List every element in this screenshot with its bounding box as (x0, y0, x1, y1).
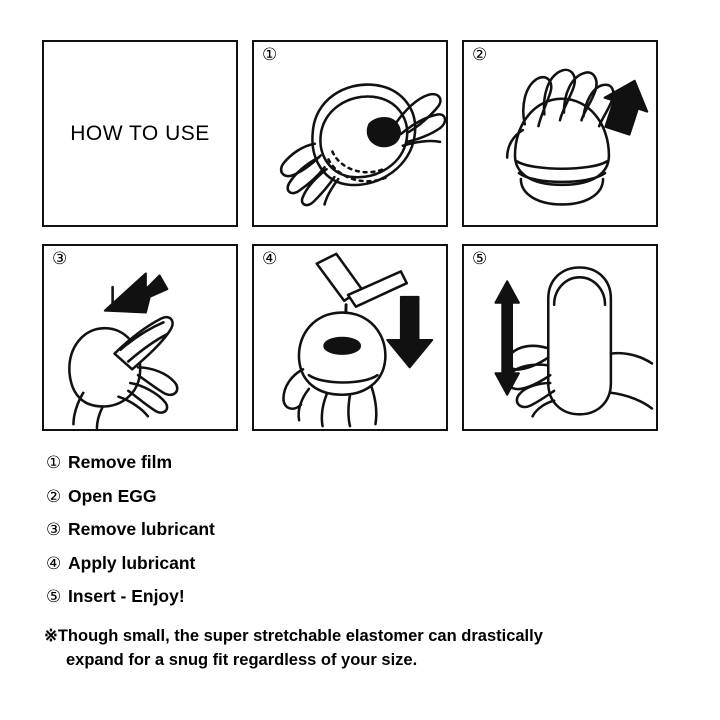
panel-number-3: ③ (52, 249, 68, 268)
step-number: ④ (46, 553, 62, 573)
panel-number-2: ② (472, 45, 488, 64)
panel-number-5: ⑤ (472, 249, 488, 268)
panel-remove-film (252, 40, 448, 227)
footnote-line-1 (44, 625, 694, 649)
step-number: ① (46, 453, 62, 472)
illustration-insert-enjoy (464, 246, 656, 429)
how-to-use-title: HOW TO USE (70, 121, 210, 145)
footnote-mark: ※ (44, 627, 58, 645)
panel-open-egg (462, 40, 658, 227)
footnote (44, 625, 694, 673)
panel-number-1: ① (262, 45, 278, 64)
step-label: Insert - Enjoy! (68, 586, 185, 607)
step-number: ② (46, 486, 62, 506)
step-label: Remove film (68, 452, 173, 472)
step-item (46, 553, 686, 574)
panel-title (42, 40, 238, 227)
steps-list (46, 452, 686, 620)
panel-insert-enjoy (462, 244, 658, 431)
panel-remove-lubricant (42, 244, 238, 431)
step-number: ③ (46, 520, 62, 540)
step-item (46, 452, 686, 473)
step-item (46, 486, 686, 507)
panel-grid (42, 40, 682, 431)
illustration-apply-lubricant (254, 246, 446, 429)
step-number: ⑤ (46, 587, 62, 607)
step-label: Open EGG (68, 485, 157, 506)
illustration-remove-lubricant (44, 246, 236, 429)
step-label: Apply lubricant (68, 552, 196, 573)
footnote-text-1: Though small, the super stretchable elastomer can drastically (57, 627, 543, 645)
step-item (46, 519, 686, 540)
illustration-remove-film (254, 42, 446, 225)
step-label: Remove lubricant (68, 519, 215, 540)
illustration-open-egg (464, 42, 656, 225)
panel-number-4: ④ (262, 249, 278, 268)
footnote-text-2: expand for a snug fit regardless of your size. (66, 650, 418, 669)
panel-apply-lubricant (252, 244, 448, 431)
step-item (46, 586, 686, 607)
